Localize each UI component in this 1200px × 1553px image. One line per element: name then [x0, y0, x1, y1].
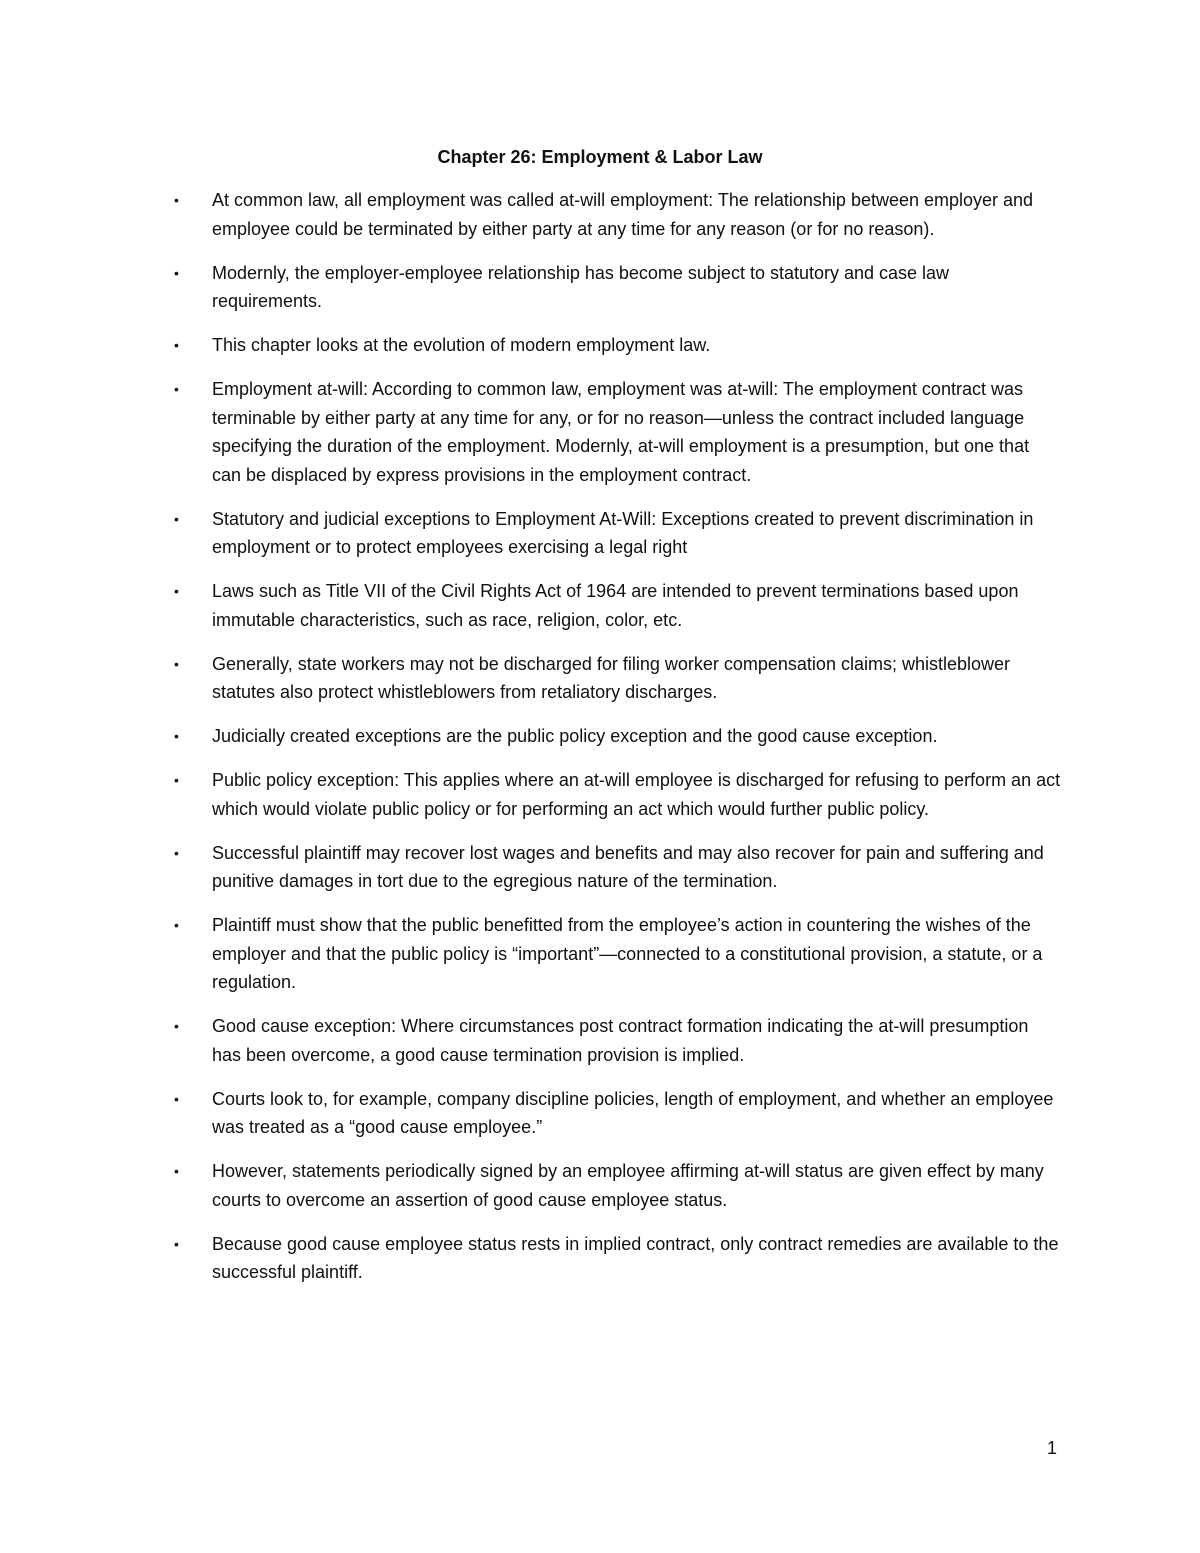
bullet-icon: •	[174, 1235, 179, 1252]
bullet-icon: •	[174, 583, 179, 599]
bullet-text: Laws such as Title VII of the Civil Rights Act of 1964 are intended to prevent terminations based upon immutable characteristics, such as race, religion, color, etc.	[212, 581, 1019, 630]
bullet-text: Courts look to, for example, company discipline policies, length of employment, and whether an employee was treated as a “good cause employee.”	[212, 1088, 1054, 1137]
bullet-item	[0, 259, 1062, 316]
bullet-icon: •	[174, 510, 179, 527]
bullet-text: Good cause exception: Where circumstances post contract formation indicating the at-will presumption has been overcome, a good cause termination provision is implied.	[212, 1016, 1029, 1065]
bullet-icon: •	[174, 655, 179, 672]
bullet-item	[0, 577, 1062, 634]
bullet-text: Modernly, the employer-employee relationship has become subject to statutory and case law requirements.	[212, 262, 950, 311]
bullet-icon: •	[174, 728, 179, 744]
bullet-text: Judicially created exceptions are the public policy exception and the good cause exception.	[212, 726, 938, 746]
bullet-icon: •	[174, 772, 179, 788]
bullet-text: At common law, all employment was called at-will employment: The relationship between employer and employee could be terminated by either party at any time for any reason (or for no reason).	[212, 190, 1034, 239]
bullet-item	[0, 1157, 1062, 1214]
bullet-icon: •	[174, 1018, 179, 1034]
bullet-text: However, statements periodically signed by an employee affirming at-will status are given effect by many courts to overcome an assertion of good cause employee status.	[212, 1161, 1044, 1210]
page-number: 1	[1046, 1438, 1057, 1458]
bullet-icon: •	[174, 917, 179, 933]
bullet-item	[0, 186, 1062, 243]
bullet-icon: •	[174, 192, 179, 208]
bullet-icon: •	[174, 1163, 179, 1179]
bullet-icon: •	[174, 381, 179, 397]
bullet-text: Successful plaintiff may recover lost wages and benefits and may also recover for pain and suffering and punitive damages in tort due to the egregious nature of the termination.	[212, 842, 1044, 891]
bullet-item	[0, 722, 1062, 751]
bullet-item	[0, 331, 1062, 360]
bullet-item	[0, 766, 1062, 823]
bullet-icon: •	[174, 1090, 179, 1107]
bullet-item	[0, 1012, 1062, 1069]
bullet-item	[0, 911, 1062, 997]
bullet-text: Because good cause employee status rests in implied contract, only contract remedies are available to the successful plaintiff.	[212, 1233, 1059, 1282]
bullet-text: Generally, state workers may not be discharged for filing worker compensation claims; whistleblower statutes also protect whistleblowers from retaliatory discharges.	[212, 653, 1011, 702]
bullet-icon: •	[174, 337, 179, 353]
bullet-text: Employment at-will: According to common law, employment was at-will: The employment contract was terminable by either party at any time for any, or for no reason—unless the contract included language specifying the duration of the employment. Modernly, at-will employment is a presumption, but one that can be displaced by express provisions in the employment contract.	[212, 379, 1030, 485]
chapter-title: Chapter 26: Employment & Labor Law	[437, 147, 763, 167]
bullet-item	[0, 375, 1062, 489]
bullet-text: This chapter looks at the evolution of modern employment law.	[212, 335, 711, 355]
bullet-item	[0, 505, 1062, 562]
bullet-item	[0, 1085, 1062, 1142]
bullet-text: Public policy exception: This applies where an at-will employee is discharged for refusing to perform an act which would violate public policy or for performing an act which would further public policy.	[212, 770, 1061, 819]
bullet-item	[0, 1230, 1062, 1287]
bullet-item	[0, 650, 1062, 707]
bullet-item	[0, 839, 1062, 896]
bullet-icon: •	[174, 844, 179, 861]
bullet-text: Plaintiff must show that the public benefitted from the employee’s action in countering the wishes of the employer and that the public policy is “important”—connected to a constitutional provision, a statute, or a regulation.	[212, 915, 1043, 992]
bullet-list	[0, 186, 1200, 1302]
bullet-icon: •	[174, 264, 179, 281]
bullet-text: Statutory and judicial exceptions to Employment At-Will: Exceptions created to prevent discrimination in employment or to protect employees exercising a legal right	[212, 508, 1034, 557]
